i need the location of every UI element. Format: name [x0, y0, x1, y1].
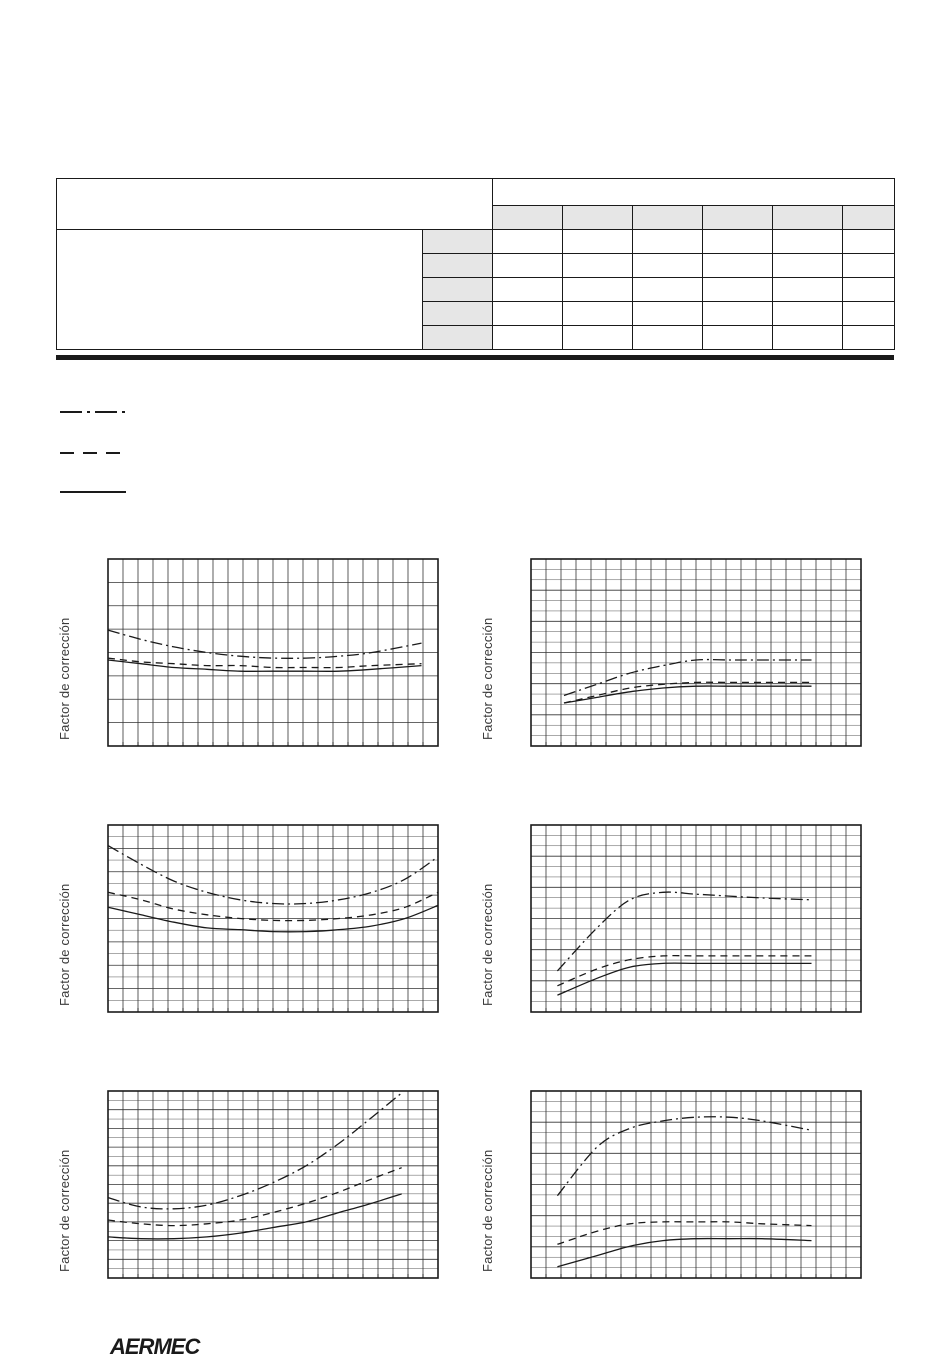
table-cell	[563, 230, 633, 254]
sub-header	[843, 206, 895, 230]
table-cell	[703, 326, 773, 350]
spec-table	[56, 178, 895, 350]
correction-chart-4	[529, 823, 863, 1014]
table-cell	[773, 302, 843, 326]
table-cell	[703, 302, 773, 326]
series-line-dash-dot	[564, 660, 812, 696]
table-cell	[843, 278, 895, 302]
row-header	[423, 278, 493, 302]
row-header	[423, 254, 493, 278]
correction-chart-2	[529, 557, 863, 748]
table-cell	[563, 326, 633, 350]
table-cell	[493, 326, 563, 350]
chart-ylabel: Factor de corrección	[480, 883, 495, 1006]
series-line-dash-dot	[557, 1117, 811, 1196]
chart-ylabel: Factor de corrección	[57, 883, 72, 1006]
table-cell	[703, 254, 773, 278]
table-cell	[703, 230, 773, 254]
table-cell	[493, 254, 563, 278]
series-line-dashed	[108, 658, 422, 668]
table-cell	[773, 326, 843, 350]
table-cell	[773, 230, 843, 254]
section-divider	[56, 355, 894, 360]
table-cell	[563, 278, 633, 302]
series-line-dashed	[108, 1168, 402, 1226]
table-cell	[563, 254, 633, 278]
chart-ylabel: Factor de corrección	[57, 1149, 72, 1272]
table-header-group	[493, 179, 895, 206]
table-cell	[843, 230, 895, 254]
sub-header	[633, 206, 703, 230]
table-cell	[843, 326, 895, 350]
table-cell	[633, 326, 703, 350]
sub-header	[493, 206, 563, 230]
row-header	[423, 326, 493, 350]
table-cell	[703, 278, 773, 302]
series-line-dash-dot	[108, 1093, 402, 1209]
table-cell	[493, 278, 563, 302]
table-cell	[773, 278, 843, 302]
correction-chart-3	[106, 823, 440, 1014]
chart-ylabel: Factor de corrección	[480, 617, 495, 740]
table-header-left	[57, 179, 493, 230]
table-cell	[843, 254, 895, 278]
correction-chart-1	[106, 557, 440, 748]
sub-header	[563, 206, 633, 230]
correction-chart-5	[106, 1089, 440, 1280]
series-line-solid	[557, 963, 811, 995]
chart-ylabel: Factor de corrección	[57, 617, 72, 740]
correction-chart-6	[529, 1089, 863, 1280]
aermec-logo: AERMEC	[110, 1334, 200, 1359]
table-cell	[773, 254, 843, 278]
table-cell	[493, 230, 563, 254]
series-line-dashed	[564, 682, 812, 703]
sub-header	[703, 206, 773, 230]
table-cell	[563, 302, 633, 326]
sub-header	[773, 206, 843, 230]
table-cell	[633, 278, 703, 302]
legend	[56, 400, 146, 500]
table-cell	[843, 302, 895, 326]
series-line-dash-dot	[557, 892, 811, 971]
table-cell	[493, 302, 563, 326]
table-cell	[633, 302, 703, 326]
row-header	[423, 230, 493, 254]
series-line-dashed	[557, 1222, 811, 1245]
table-cell	[633, 230, 703, 254]
row-header	[423, 302, 493, 326]
series-line-dash-dot	[108, 630, 422, 658]
series-line-solid	[557, 1239, 811, 1267]
chart-ylabel: Factor de corrección	[480, 1149, 495, 1272]
table-cell	[633, 254, 703, 278]
table-label-cell	[57, 230, 423, 350]
